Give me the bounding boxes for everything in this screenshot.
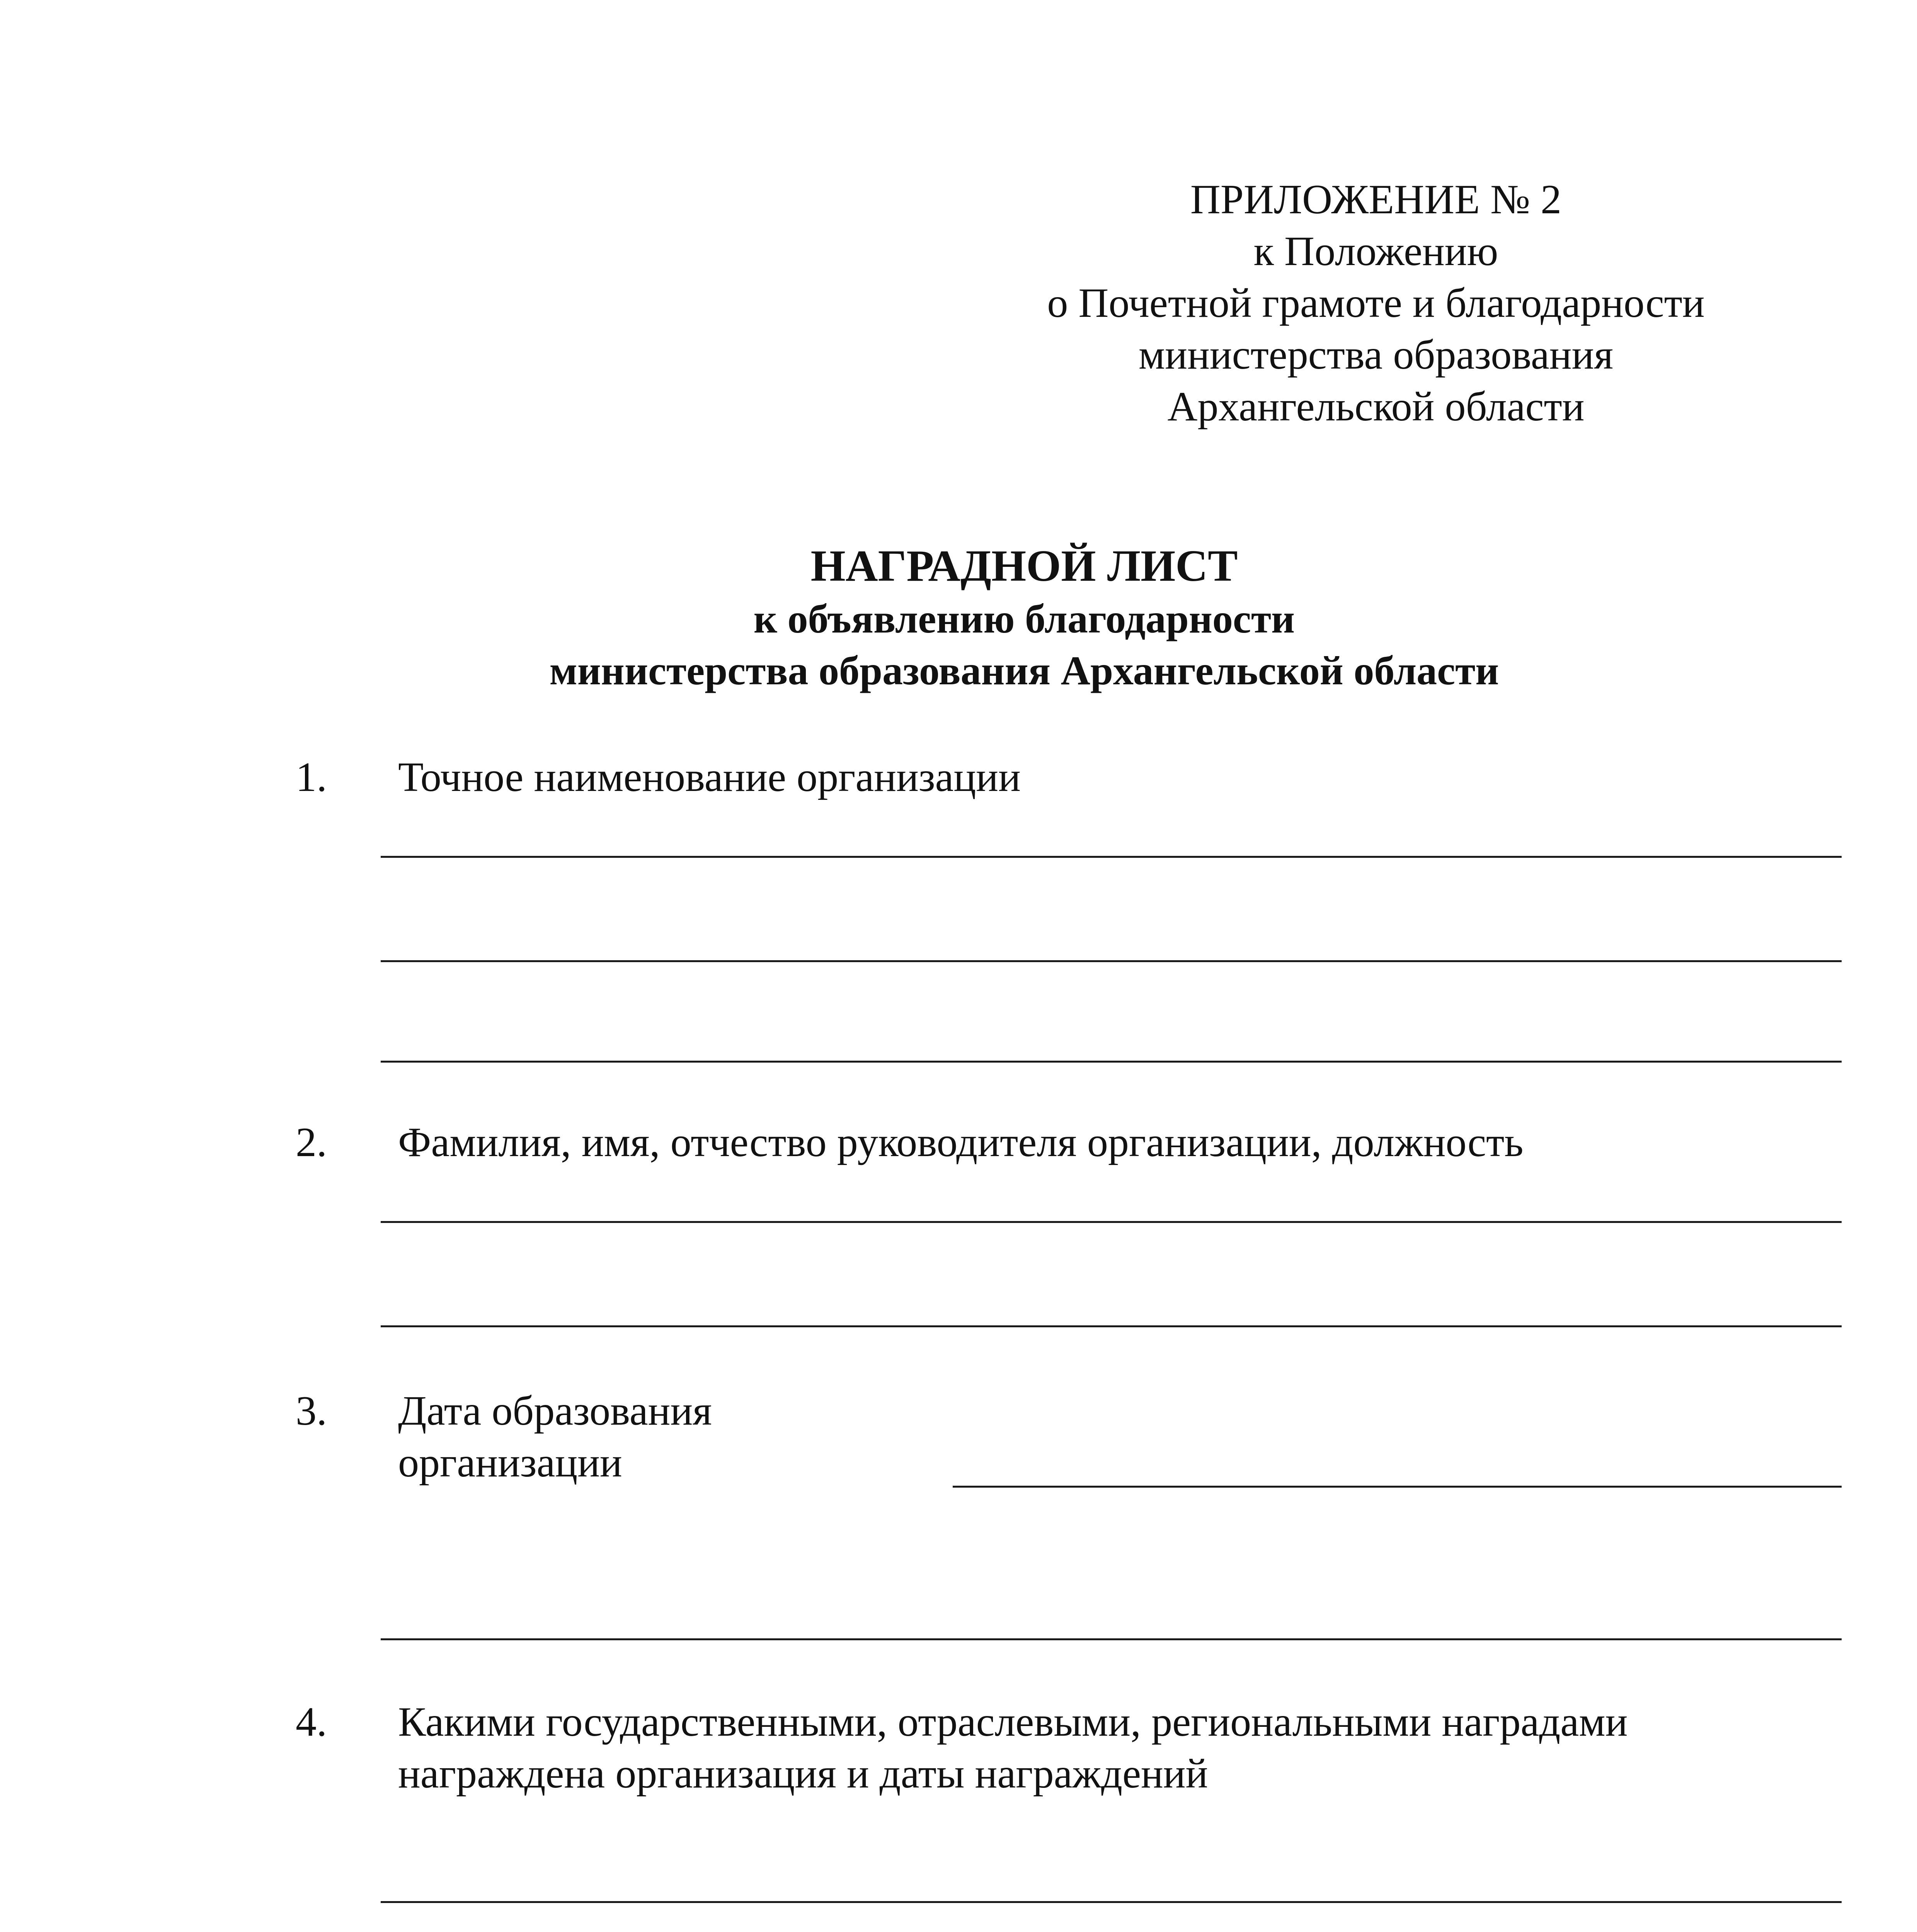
document-subtitle-2: министерства образования Архангельской области bbox=[549, 648, 1499, 693]
appendix-regulation: к Положению bbox=[1253, 228, 1498, 274]
item-label: награждена организация и даты награждений bbox=[398, 1751, 1208, 1797]
item-number: 2. bbox=[296, 1119, 327, 1165]
fill-line[interactable] bbox=[381, 1325, 1842, 1327]
item-label: Точное наименование организации bbox=[398, 754, 1021, 800]
appendix-subject: о Почетной грамоте и благодарности bbox=[1047, 280, 1705, 326]
item-label: Какими государственными, отраслевыми, региональными наградами bbox=[398, 1699, 1628, 1745]
item-number: 1. bbox=[296, 754, 327, 800]
document-subtitle-1: к объявлению благодарности bbox=[753, 596, 1295, 641]
item-number: 3. bbox=[296, 1388, 327, 1434]
fill-line[interactable] bbox=[381, 1221, 1842, 1223]
item-label: Дата образования bbox=[398, 1388, 712, 1434]
fill-line[interactable] bbox=[381, 1901, 1842, 1903]
appendix-region: Архангельской области bbox=[1167, 384, 1585, 430]
fill-line[interactable] bbox=[381, 856, 1842, 858]
fill-line[interactable] bbox=[381, 960, 1842, 962]
fill-line[interactable] bbox=[381, 1638, 1842, 1640]
item-number: 4. bbox=[296, 1699, 327, 1745]
appendix-number: ПРИЛОЖЕНИЕ № 2 bbox=[1190, 177, 1562, 223]
appendix-ministry: министерства образования bbox=[1138, 332, 1614, 378]
fill-line[interactable] bbox=[381, 1061, 1842, 1063]
item-label: Фамилия, имя, отчество руководителя организации, должность bbox=[398, 1119, 1524, 1165]
document-title: НАГРАДНОЙ ЛИСТ bbox=[810, 541, 1238, 591]
fill-line[interactable] bbox=[953, 1486, 1842, 1488]
item-label: организации bbox=[398, 1440, 622, 1486]
